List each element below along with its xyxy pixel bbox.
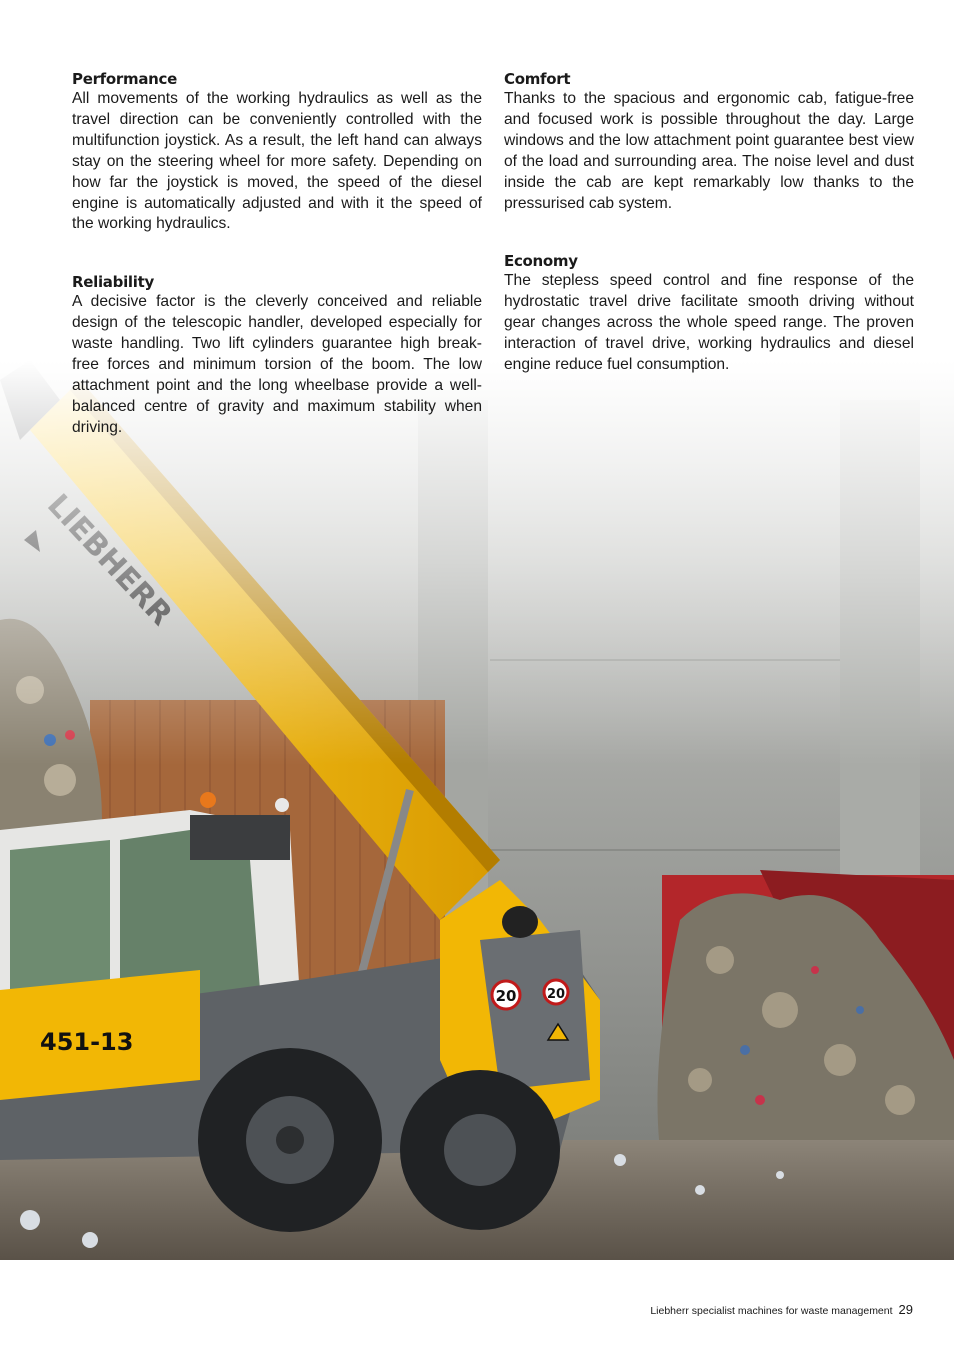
section-heading: Comfort	[504, 70, 571, 88]
footer-text: Liebherr specialist machines for waste management	[650, 1305, 893, 1317]
right-column	[504, 69, 914, 376]
section-economy	[504, 251, 914, 376]
section-body: All movements of the working hydraulics as well as the travel direction can be conveniently controlled with the multifunction joystick. As a result, the left hand can always stay on the steering wheel for more safety. Depending on how far the joystick is moved, the speed of the diesel engine is automatically adjusted and with it the speed of the working hydraulics.	[72, 90, 482, 233]
section-comfort	[504, 69, 914, 214]
section-performance	[72, 69, 482, 235]
section-reliability	[72, 272, 482, 438]
page-number: 29	[898, 1302, 913, 1317]
section-body: Thanks to the spacious and ergonomic cab, fatigue-free and focused work is possible throughout the day. Large windows and the low attachment point guarantee best view of the load and surrounding area. The noise level and dust inside the cab are kept remarkably low thanks to the pressurised cab system.	[504, 90, 914, 212]
section-heading: Economy	[504, 252, 578, 271]
section-body: The stepless speed control and fine response of the hydrostatic travel drive facilitate smooth driving without gear changes across the whole speed range. The proven interaction of travel drive, working hydraulics and diesel engine reduce fuel consumption.	[504, 272, 914, 374]
left-column	[72, 69, 482, 439]
telescopic-handler-photo	[0, 360, 954, 1260]
section-heading: Performance	[72, 70, 177, 88]
section-body: A decisive factor is the cleverly conceived and reliable design of the telescopic handler, developed especially for waste handling. Two lift cylinders guarantee high break-free forces and minimum torsion of the boom. The low attachment point and the long wheelbase provide a well-balanced centre of gravity and maximum stability when driving.	[72, 293, 482, 436]
section-heading: Reliability	[72, 273, 154, 292]
page-footer	[650, 1302, 913, 1317]
